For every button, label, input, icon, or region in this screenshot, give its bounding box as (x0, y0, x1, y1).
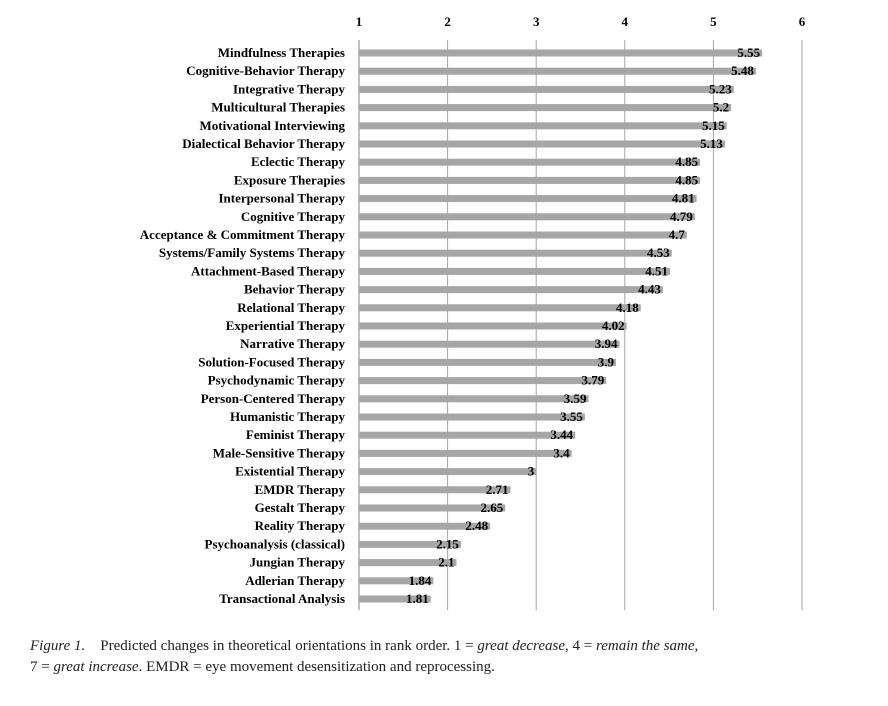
data-label: 4.51 (645, 263, 668, 279)
bar (359, 122, 727, 129)
category-label: Exposure Therapies (233, 172, 345, 188)
figure-label: Figure 1. (30, 638, 86, 654)
data-label: 2.71 (485, 481, 509, 497)
bar (359, 414, 585, 421)
data-label: 3.44 (550, 427, 574, 443)
bar (359, 468, 536, 475)
category-label: Multicultural Therapies (211, 99, 345, 115)
x-tick-label: 6 (798, 14, 806, 29)
caption-great-increase: great increase (53, 659, 139, 675)
bar (359, 104, 731, 111)
bar (359, 232, 687, 239)
x-tick-label: 1 (355, 14, 363, 29)
category-label: Behavior Therapy (243, 281, 345, 297)
category-label: Solution-Focused Therapy (198, 354, 345, 370)
category-label: Jungian Therapy (249, 554, 345, 570)
data-label: 4.02 (601, 318, 625, 333)
data-label: 3.55 (560, 409, 583, 424)
caption-text-3: , (694, 638, 699, 654)
caption-text-2: , 4 = (564, 638, 596, 654)
caption-remain-same: remain the same (595, 638, 695, 654)
bar (359, 377, 606, 384)
data-label: 3.94 (594, 336, 618, 352)
category-label: EMDR Therapy (254, 481, 345, 497)
bar (359, 213, 695, 220)
category-label: Cognitive-Behavior Therapy (186, 63, 345, 79)
category-label: Mindfulness Therapies (217, 45, 345, 60)
bar (359, 395, 588, 402)
bar (359, 50, 762, 57)
data-label: 4.53 (647, 245, 670, 261)
data-label: 2.15 (436, 536, 459, 552)
data-label: 4.85 (675, 154, 699, 170)
category-label: Feminist Therapy (245, 427, 345, 443)
data-label: 3 (527, 463, 535, 479)
category-label: Motivational Interviewing (199, 117, 345, 133)
figure-caption (30, 636, 870, 678)
data-label: 4.18 (615, 299, 639, 315)
category-label: Gestalt Therapy (254, 500, 345, 515)
category-label: Dialectical Behavior Therapy (182, 136, 345, 151)
category-label: Psychoanalysis (classical) (204, 536, 345, 552)
x-tick-labels (356, 14, 806, 29)
category-label: Psychodynamic Therapy (207, 372, 345, 388)
bar (359, 304, 641, 311)
x-tick-label: 3 (532, 14, 540, 29)
data-label: 3.4 (553, 445, 570, 461)
data-label: 4.43 (638, 281, 661, 297)
bar (359, 341, 619, 348)
data-label: 4.85 (675, 172, 699, 188)
data-label: 3.9 (597, 354, 614, 370)
caption-great-decrease: great decrease (477, 638, 565, 654)
bar (359, 323, 627, 330)
data-label: 1.81 (406, 591, 429, 606)
x-tick-label: 4 (621, 14, 629, 29)
data-label: 4.81 (671, 190, 695, 206)
category-label: Male-Sensitive Therapy (212, 445, 345, 461)
bar (359, 359, 616, 366)
category-label: Interpersonal Therapy (218, 190, 345, 206)
bar (359, 432, 575, 439)
category-labels (140, 45, 346, 606)
bar (359, 450, 572, 457)
data-label: 3.59 (563, 390, 587, 406)
caption-text-5: . EMDR = eye movement desensitization and reprocessing. (138, 659, 495, 675)
bar (359, 86, 734, 93)
category-label: Narrative Therapy (240, 336, 345, 352)
data-label: 5.2 (712, 99, 730, 115)
data-label: 3.79 (581, 372, 605, 388)
category-label: Cognitive Therapy (240, 208, 345, 224)
data-label: 1.84 (408, 572, 432, 588)
category-label: Existential Therapy (235, 463, 345, 479)
category-label: Person-Centered Therapy (200, 390, 345, 406)
data-label: 5.13 (700, 136, 723, 151)
category-label: Humanistic Therapy (230, 409, 345, 424)
data-label: 5.23 (709, 81, 732, 97)
category-label: Reality Therapy (254, 518, 345, 534)
category-label: Attachment-Based Therapy (191, 263, 345, 279)
data-label: 2.65 (480, 500, 504, 515)
data-label: 4.79 (670, 208, 693, 224)
caption-text-1: Predicted changes in theoretical orientations in rank order. 1 = (100, 638, 478, 654)
data-label: 5.48 (731, 63, 754, 79)
caption-text-4: 7 = (30, 659, 54, 675)
bar (359, 268, 670, 275)
category-label: Acceptance & Commitment Therapy (139, 227, 345, 242)
data-label: 2.1 (438, 554, 455, 570)
data-label: 2.48 (465, 518, 489, 534)
category-label: Transactional Analysis (219, 591, 345, 606)
bar (359, 195, 697, 202)
bar (359, 177, 700, 184)
data-label: 5.55 (737, 45, 761, 60)
category-label: Adlerian Therapy (245, 572, 345, 588)
category-label: Systems/Family Systems Therapy (158, 245, 345, 261)
bar (359, 286, 663, 293)
x-tick-label: 5 (710, 14, 717, 29)
x-tick-label: 2 (444, 14, 451, 29)
category-label: Relational Therapy (237, 299, 345, 315)
bar (359, 68, 756, 75)
bar (359, 250, 672, 257)
data-label: 5.15 (701, 117, 725, 133)
category-label: Integrative Therapy (232, 81, 345, 97)
bar (359, 141, 725, 148)
category-label: Experiential Therapy (225, 318, 345, 333)
category-label: Eclectic Therapy (251, 154, 345, 170)
bar (359, 159, 700, 166)
data-label: 4.7 (668, 227, 685, 242)
